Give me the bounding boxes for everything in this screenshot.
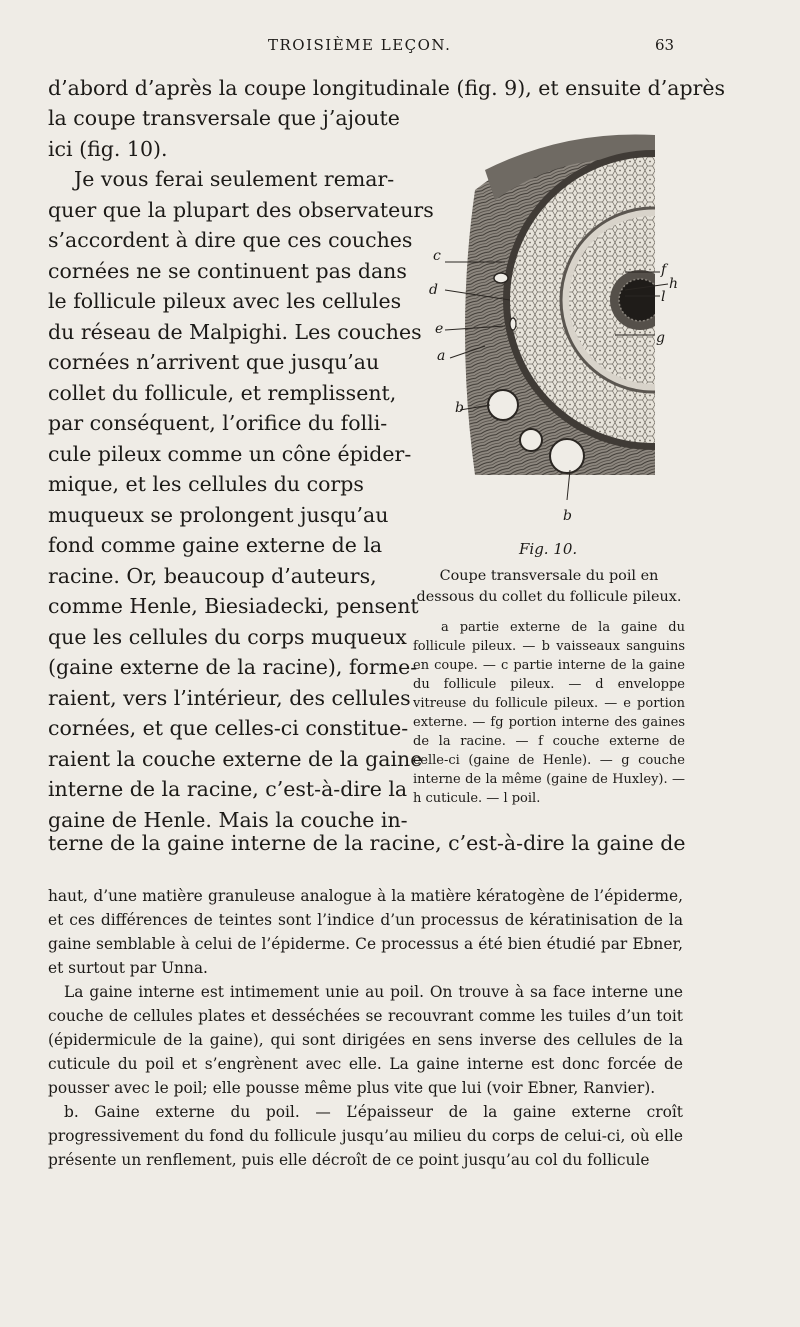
- figure-label: f: [661, 262, 667, 278]
- follicle-engraving: [415, 130, 685, 530]
- figure-legend-text: a partie externe de la gaine du follicule pileux. — b vaisseaux sanguins en coupe. — c partie interne de la gaine du follicule pileux. — d enveloppe vitreuse du follicule pileux. — e portion externe. — fg portion interne des gaines de la racine. — f couche externe de celle-ci (gaine de Henle). — g couche interne de la même (gaine de Huxley). — h cuticule. — l poil.: [413, 620, 685, 806]
- vessel-small: [510, 318, 516, 330]
- paragraph: haut, d’une matière granuleuse analogue à la matière kératogène de l’épiderme, et ces différences de teintes sont l’indice d’un processus de kératinisation de la gaine semblable à celui de l’épiderme. Ce processus a été bien étudié par Ebner, et surtout par Unna.: [48, 887, 683, 977]
- body-line: gaine de Henle. Mais la couche in-: [48, 807, 408, 832]
- body-line-top: d’abord d’après la coupe longitudinale (fig. 9), et ensuite d’après: [48, 76, 726, 100]
- body-line: fond comme gaine externe de la: [48, 533, 383, 557]
- body-line: collet du follicule, et remplissent,: [48, 380, 397, 405]
- figure-label: l: [661, 289, 666, 305]
- figure-label: a: [437, 348, 446, 364]
- body-line: le follicule pileux avec les cellules: [48, 289, 402, 313]
- figure-label: g: [656, 330, 665, 346]
- figure-number: Fig. 10.: [519, 540, 578, 558]
- body-line: par conséquent, l’orifice du folli-: [48, 411, 388, 435]
- blood-vessel: [488, 390, 518, 420]
- body-line: la coupe transversale que j’ajoute: [48, 106, 400, 130]
- page-number: 63: [655, 36, 675, 54]
- blood-vessel: [550, 439, 584, 473]
- figure-hair-follicle-cross-section: [415, 130, 685, 530]
- body-line: racine. Or, beaucoup d’auteurs,: [48, 563, 377, 588]
- body-line-bottom: terne de la gaine interne de la racine, c’est-à-dire la gaine de: [48, 831, 686, 855]
- body-line: (gaine externe de la racine), forme-: [48, 655, 418, 679]
- figure-label: d: [429, 282, 438, 298]
- body-line: Je vous ferai seulement remar-: [74, 167, 395, 191]
- body-line: que les cellules du corps muqueux: [48, 624, 407, 649]
- paragraph: b. Gaine externe du poil. — L’épaisseur de la gaine externe croît progressivement du fond du follicule jusqu’au milieu du corps de celui-ci, où elle présente un renflement, puis elle décroît de ce point jusqu’au col du follicule: [48, 1103, 683, 1169]
- body-line: raient, vers l’intérieur, des cellules: [48, 685, 411, 710]
- body-line: du réseau de Malpighi. Les couches: [48, 319, 422, 344]
- body-line: cornées ne se continuent pas dans: [48, 258, 407, 283]
- body-line: mique, et les cellules du corps: [48, 472, 364, 496]
- figure-label: b: [455, 400, 464, 416]
- figure-legend: [413, 618, 685, 808]
- body-text-small: [48, 884, 683, 1172]
- body-line: cornées, et que celles-ci constitue-: [48, 716, 409, 740]
- figure-label: e: [435, 321, 444, 337]
- body-line: raient la couche externe de la gaine: [48, 746, 423, 771]
- body-line: quer que la plupart des observateurs: [48, 197, 434, 222]
- vessel-small: [494, 273, 508, 283]
- figure-title: Coupe transversale du poil en dessous du collet du follicule pileux.: [416, 568, 682, 605]
- body-line: cornées n’arrivent que jusqu’au: [48, 350, 380, 374]
- figure-label: h: [669, 276, 679, 292]
- body-text-narrow-column: [48, 103, 434, 835]
- body-line: cule pileux comme un cône épider-: [48, 441, 412, 466]
- running-head: TROISIÈME LEÇON.: [268, 36, 452, 54]
- paragraph: La gaine interne est intimement unie au poil. On trouve à sa face interne une couche de cellules plates et desséchées se recouvrant comme les tuiles d’un toit (épidermicule de la gaine), qui sont dirigées en sens inverse des cellules de la cuticule du poil et s’engrènent avec elle. La gaine interne est donc forcée de pousser avec le poil; elle pousse même plus vite que lui (voir Ebner, Ranvier).: [48, 983, 683, 1097]
- figure-label: b: [563, 508, 572, 524]
- body-line: muqueux se prolongent jusqu’au: [48, 502, 389, 527]
- body-line: interne de la racine, c’est-à-dire la: [48, 777, 408, 801]
- blood-vessel: [520, 429, 542, 451]
- body-line: ici (fig. 10).: [48, 136, 168, 161]
- figure-label: c: [433, 248, 441, 264]
- body-line: s’accordent à dire que ces couches: [48, 228, 413, 252]
- body-line: comme Henle, Biesiadecki, pensent: [48, 594, 419, 618]
